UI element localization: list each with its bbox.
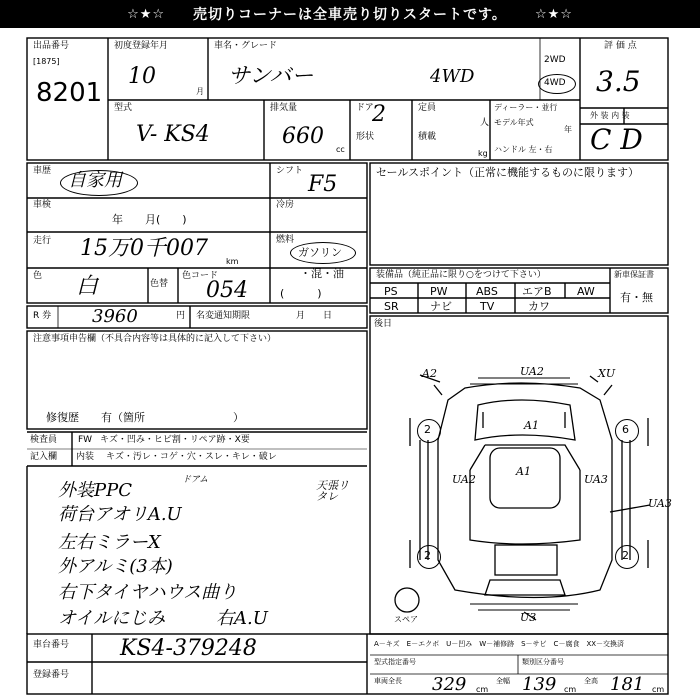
equip-navi: ナビ [430, 300, 452, 313]
class-no-label: 類別区分番号 [522, 658, 564, 666]
diagram-panel-fr: 6 [622, 423, 629, 436]
displacement-value: 660 [282, 124, 324, 149]
equipment-label: 装備品（純正品に限り○をつけて下さい） [376, 270, 546, 280]
damage-legend: A－キズ E－エクボ U－凹み W－補修跡 S－サビ C－腐食 XX－交換済 [374, 640, 625, 648]
shift-label: シフト [276, 166, 304, 176]
inspector-label: 検査員 [30, 435, 58, 445]
equip-aw: AW [577, 285, 595, 298]
color-value: 白 [76, 274, 99, 299]
dealer-label: ディーラー・並行 [494, 103, 558, 112]
load-label: 積載 [418, 132, 437, 142]
shift-value: F5 [308, 172, 338, 197]
after-label: 後日 [374, 319, 393, 329]
reg-no-label: 登録番号 [33, 670, 70, 680]
kg-label: kg [478, 149, 488, 158]
vehicle-diagram [395, 375, 650, 620]
warranty-value: 有・無 [620, 291, 653, 304]
lot-number: 8201 [36, 78, 103, 108]
diagram-ua3-outer: UA3 [648, 497, 672, 510]
fuel-label: 燃料 [276, 235, 295, 245]
year-label: 年 [564, 125, 572, 134]
mileage-value: 15万0千007 [80, 236, 208, 261]
warranty-label: 新車保証書 [614, 270, 654, 279]
lot-no-label: 出品番号 [33, 41, 70, 51]
cc-label: cc [336, 145, 345, 154]
equip-sr: SR [384, 300, 399, 313]
diagram-ua2-left: UA2 [452, 473, 476, 486]
type-spec-label: 型式指定番号 [374, 658, 416, 666]
diagram-a1-mid: A1 [516, 465, 531, 478]
banner-stars-left: ☆★☆ [127, 6, 166, 22]
banner-text: 売切りコーナーは全車売り切りスタートです。 [193, 7, 507, 23]
cm-1: cm [476, 685, 489, 694]
height-value: 181 [610, 674, 645, 695]
diagram-xu: XU [598, 367, 616, 380]
repair-label: 修復歴 有（箇所 ） [46, 411, 244, 424]
interior-items: キズ・汚レ・コゲ・穴・スレ・キレ・破レ [106, 452, 277, 462]
equip-pw: PW [430, 285, 448, 298]
wd4-circle [538, 74, 576, 94]
doors-value: 2 [372, 102, 386, 127]
yen-label: 円 [176, 311, 186, 321]
r-ticket-label: R 券 [33, 311, 52, 321]
note-line-6: オイルにじみ [58, 608, 166, 629]
equip-tv: TV [480, 300, 495, 313]
equip-ac: エアB [522, 285, 552, 298]
diagram-u3: U3 [520, 611, 537, 624]
note-line-1c: 天張リタレ [316, 479, 349, 503]
fuel-paren: ( ) [280, 287, 322, 300]
notes-label: 注意事項申告欄（不具合内容等は具体的に記入して下さい） [33, 334, 277, 344]
km-label: km [226, 257, 239, 266]
wd4-label: 4WD [544, 78, 566, 88]
recycle-date: 月 日 [296, 311, 333, 321]
diagram-ua3-right: UA3 [584, 473, 608, 486]
note-line-1b: ドアム [182, 475, 209, 485]
fuel-circle [290, 242, 356, 264]
rating-label: 評 価 点 [604, 41, 637, 51]
note-line-1: 外装PPC [58, 480, 132, 501]
capacity-label: 定員 [418, 103, 437, 113]
diagram-panel-fl: 2 [424, 423, 431, 436]
diagram-circle-fl [417, 419, 441, 443]
equip-abs: ABS [476, 285, 498, 298]
spare-label: スペア [394, 615, 418, 624]
model-label: 型式 [114, 103, 133, 113]
banner-stars-right: ☆★☆ [534, 6, 573, 22]
reg-year: 10 [128, 64, 156, 89]
lot-small: [1875] [33, 57, 60, 66]
handle-label: ハンドル 左・右 [494, 145, 553, 154]
color-label: 色 [33, 271, 43, 281]
ext-int-label: 外 装 内 装 [590, 111, 630, 120]
fw-label: FW [78, 435, 93, 445]
fuel-value: ガソリン [298, 246, 342, 259]
chassis-value: KS4-379248 [120, 636, 257, 661]
car-name: サンバー [228, 64, 314, 89]
shaken-label: 車検 [33, 200, 52, 210]
person-label: 人 [480, 118, 490, 128]
history-value: 自家用 [68, 170, 122, 191]
rating-value: 3.5 [596, 65, 641, 98]
cm-3: cm [652, 685, 665, 694]
note-line-4: 外アルミ(3本) [58, 556, 173, 577]
color-code-label: 色コード [182, 271, 219, 281]
color-change-label: 色替 [150, 279, 169, 289]
ext-int-value: C D [590, 123, 643, 156]
diagram-circle-rl [417, 545, 441, 569]
diagram-panel-rr: 2 [622, 549, 629, 562]
cm-2: cm [564, 685, 577, 694]
equip-ps: PS [384, 285, 398, 298]
recycle-label: 名変通知期限 [196, 311, 251, 321]
shaken-ym: 年 月( ) [112, 213, 187, 226]
mileage-label: 走行 [33, 236, 52, 246]
aircon-label: 冷房 [276, 200, 295, 210]
width-label: 全幅 [496, 677, 510, 685]
car-name-label: 車名・グレード [214, 41, 278, 51]
first-reg-label: 初度登録年月 [114, 41, 169, 51]
note-line-2: 荷台アオリA.U [58, 504, 182, 525]
fw-items: キズ・凹み・ヒビ割・リペア跡・X要 [100, 435, 250, 445]
chassis-label: 車台番号 [33, 640, 70, 650]
drive-value: 4WD [430, 66, 475, 87]
diagram-a2: A2 [422, 367, 437, 380]
height-label: 全高 [584, 677, 598, 685]
wd2-label: 2WD [544, 55, 566, 65]
diagram-a1-top: A1 [524, 419, 539, 432]
fuel-mix: ・混・油 [300, 267, 344, 280]
diagram-circle-fr [615, 419, 639, 443]
diagram-circle-rr [615, 545, 639, 569]
diagram-panel-rl: 2 [424, 549, 431, 562]
model-value: V- KS4 [136, 122, 210, 147]
doors-label: ドア [356, 103, 374, 113]
note-line-6b: 右A.U [216, 608, 268, 629]
note-line-5: 右下タイヤハウス曲り [58, 582, 238, 603]
diagram-ua2-top: UA2 [520, 365, 544, 378]
interior-label: 内装 [76, 452, 95, 462]
shape-label: 形状 [356, 132, 375, 142]
length-value: 329 [432, 674, 467, 695]
history-label: 車歴 [33, 166, 52, 176]
note-line-3: 左右ミラーX [58, 532, 161, 553]
history-circle [60, 170, 138, 196]
r-ticket-value: 3960 [92, 306, 138, 327]
width-value: 139 [522, 674, 557, 695]
entry-label: 記入欄 [30, 452, 58, 462]
length-label: 車両全長 [374, 677, 402, 685]
equip-kawa: カワ [528, 300, 550, 313]
color-code-value: 054 [206, 278, 248, 303]
model-year-label: モデル年式 [494, 118, 534, 127]
displacement-label: 排気量 [270, 103, 298, 113]
month-label: 月 [196, 87, 204, 96]
sales-point-label: セールスポイント（正常に機能するものに限ります） [376, 166, 640, 179]
